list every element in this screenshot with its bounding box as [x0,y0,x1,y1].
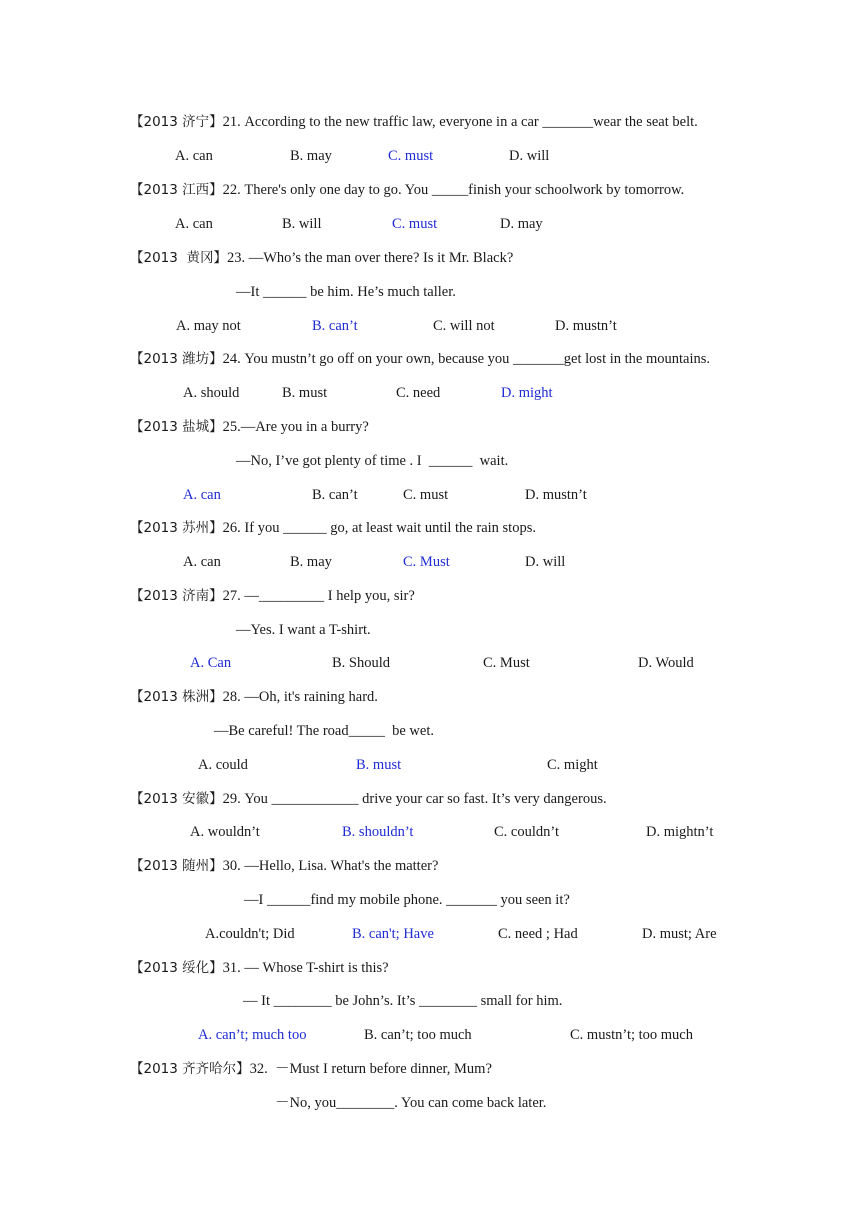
question-26 [130,519,536,537]
option-b: B. Should [332,655,391,671]
option-c-correct: C. Must [403,554,450,570]
question-source-tag: 【2013 济南】 [130,588,223,604]
option-b: B. can’t [312,487,358,503]
question-31 [130,959,389,977]
option-c: C. need ; Had [498,926,578,942]
question-source-tag: 【2013 安徽】 [130,791,223,807]
question-text: 25.—Are you in a burry? [222,419,369,435]
option-d: D. mustn’t [525,487,587,503]
question-24 [130,350,710,368]
option-d: D. will [509,148,550,164]
question-28 [130,688,378,706]
option-c: C. couldn’t [494,824,559,840]
question-text: 31. — Whose T-shirt is this? [222,960,389,976]
option-b: B. can’t; too much [364,1027,472,1043]
question-text: 29. You ____________ drive your car so fast. It’s very dangerous. [222,791,607,807]
question-source-tag: 【2013 齐齐哈尔】 [130,1061,250,1077]
option-c: C. Must [483,655,530,671]
question-source-tag: 【2013 江西】 [130,182,223,198]
option-d: D. must; Are [642,926,717,942]
question-text: 22. There's only one day to go. You _____finish your schoolwork by tomorrow. [222,182,685,198]
option-c: C. might [547,757,598,773]
option-c-correct: C. must [392,216,438,232]
dialogue-reply: — It ________ be John’s. It’s ________ small for him. [243,993,563,1009]
question-source-tag: 【2013 株洲】 [130,689,223,705]
question-source-tag: 【2013 黄冈】 [130,250,227,266]
dialogue-reply: —No, I’ve got plenty of time . I ______ wait. [236,453,509,469]
option-a: A. can [175,216,213,232]
question-source-tag: 【2013 盐城】 [130,419,223,435]
option-a: A. should [183,385,240,401]
option-d: D. mustn’t [555,318,617,334]
question-text: 24. You mustn’t go off on your own, because you _______get lost in the mountains. [222,351,710,367]
question-text: 27. —_________ I help you, sir? [222,588,415,604]
question-text: 28. —Oh, it's raining hard. [222,689,378,705]
question-23 [130,249,513,267]
option-b: B. will [282,216,322,232]
option-b-correct: B. must [356,757,402,773]
question-21 [130,113,698,131]
option-c: C. mustn’t; too much [570,1027,693,1043]
option-d: D. Would [638,655,694,671]
dialogue-reply: －No, you________. You can come back later. [275,1095,547,1111]
option-b-correct: B. shouldn’t [342,824,414,840]
option-b: B. must [282,385,328,401]
option-b-correct: B. can't; Have [352,926,434,942]
option-d: D. may [500,216,543,232]
option-c: C. will not [433,318,495,334]
option-c: C. must [403,487,449,503]
option-d-correct: D. might [501,385,553,401]
question-text: 32. －Must I return before dinner, Mum? [249,1061,492,1077]
question-32 [130,1060,492,1078]
question-text: 26. If you ______ go, at least wait until the rain stops. [222,520,536,536]
option-a: A. can [175,148,213,164]
option-a-correct: A. can [183,487,221,503]
question-source-tag: 【2013 济宁】 [130,114,223,130]
dialogue-reply: —Be careful! The road_____ be wet. [214,723,434,739]
question-text: 23. —Who’s the man over there? Is it Mr. Black? [226,250,514,266]
option-a: A. can [183,554,221,570]
question-source-tag: 【2013 随州】 [130,858,223,874]
option-a: A. wouldn’t [190,824,260,840]
option-a: A. may not [176,318,241,334]
question-source-tag: 【2013 绥化】 [130,960,223,976]
question-source-tag: 【2013 潍坊】 [130,351,223,367]
option-b-correct: B. can’t [312,318,358,334]
question-22 [130,181,684,199]
dialogue-reply: —I ______find my mobile phone. _______ you seen it? [244,892,570,908]
option-a-correct: A. Can [190,655,232,671]
option-a: A.couldn't; Did [205,926,295,942]
option-c-correct: C. must [388,148,434,164]
question-source-tag: 【2013 苏州】 [130,520,223,536]
question-text: 21. According to the new traffic law, everyone in a car _______wear the seat belt. [222,114,698,130]
option-b: B. may [290,148,332,164]
option-d: D. mightn’t [646,824,714,840]
option-d: D. will [525,554,566,570]
option-b: B. may [290,554,332,570]
dialogue-reply: —It ______ be him. He’s much taller. [236,284,456,300]
option-c: C. need [396,385,441,401]
question-text: 30. —Hello, Lisa. What's the matter? [222,858,439,874]
question-29 [130,790,607,808]
option-a-correct: A. can’t; much too [198,1027,307,1043]
dialogue-reply: —Yes. I want a T-shirt. [236,622,371,638]
option-a: A. could [198,757,248,773]
question-30 [130,857,438,875]
question-27 [130,587,415,605]
question-25 [130,418,369,436]
